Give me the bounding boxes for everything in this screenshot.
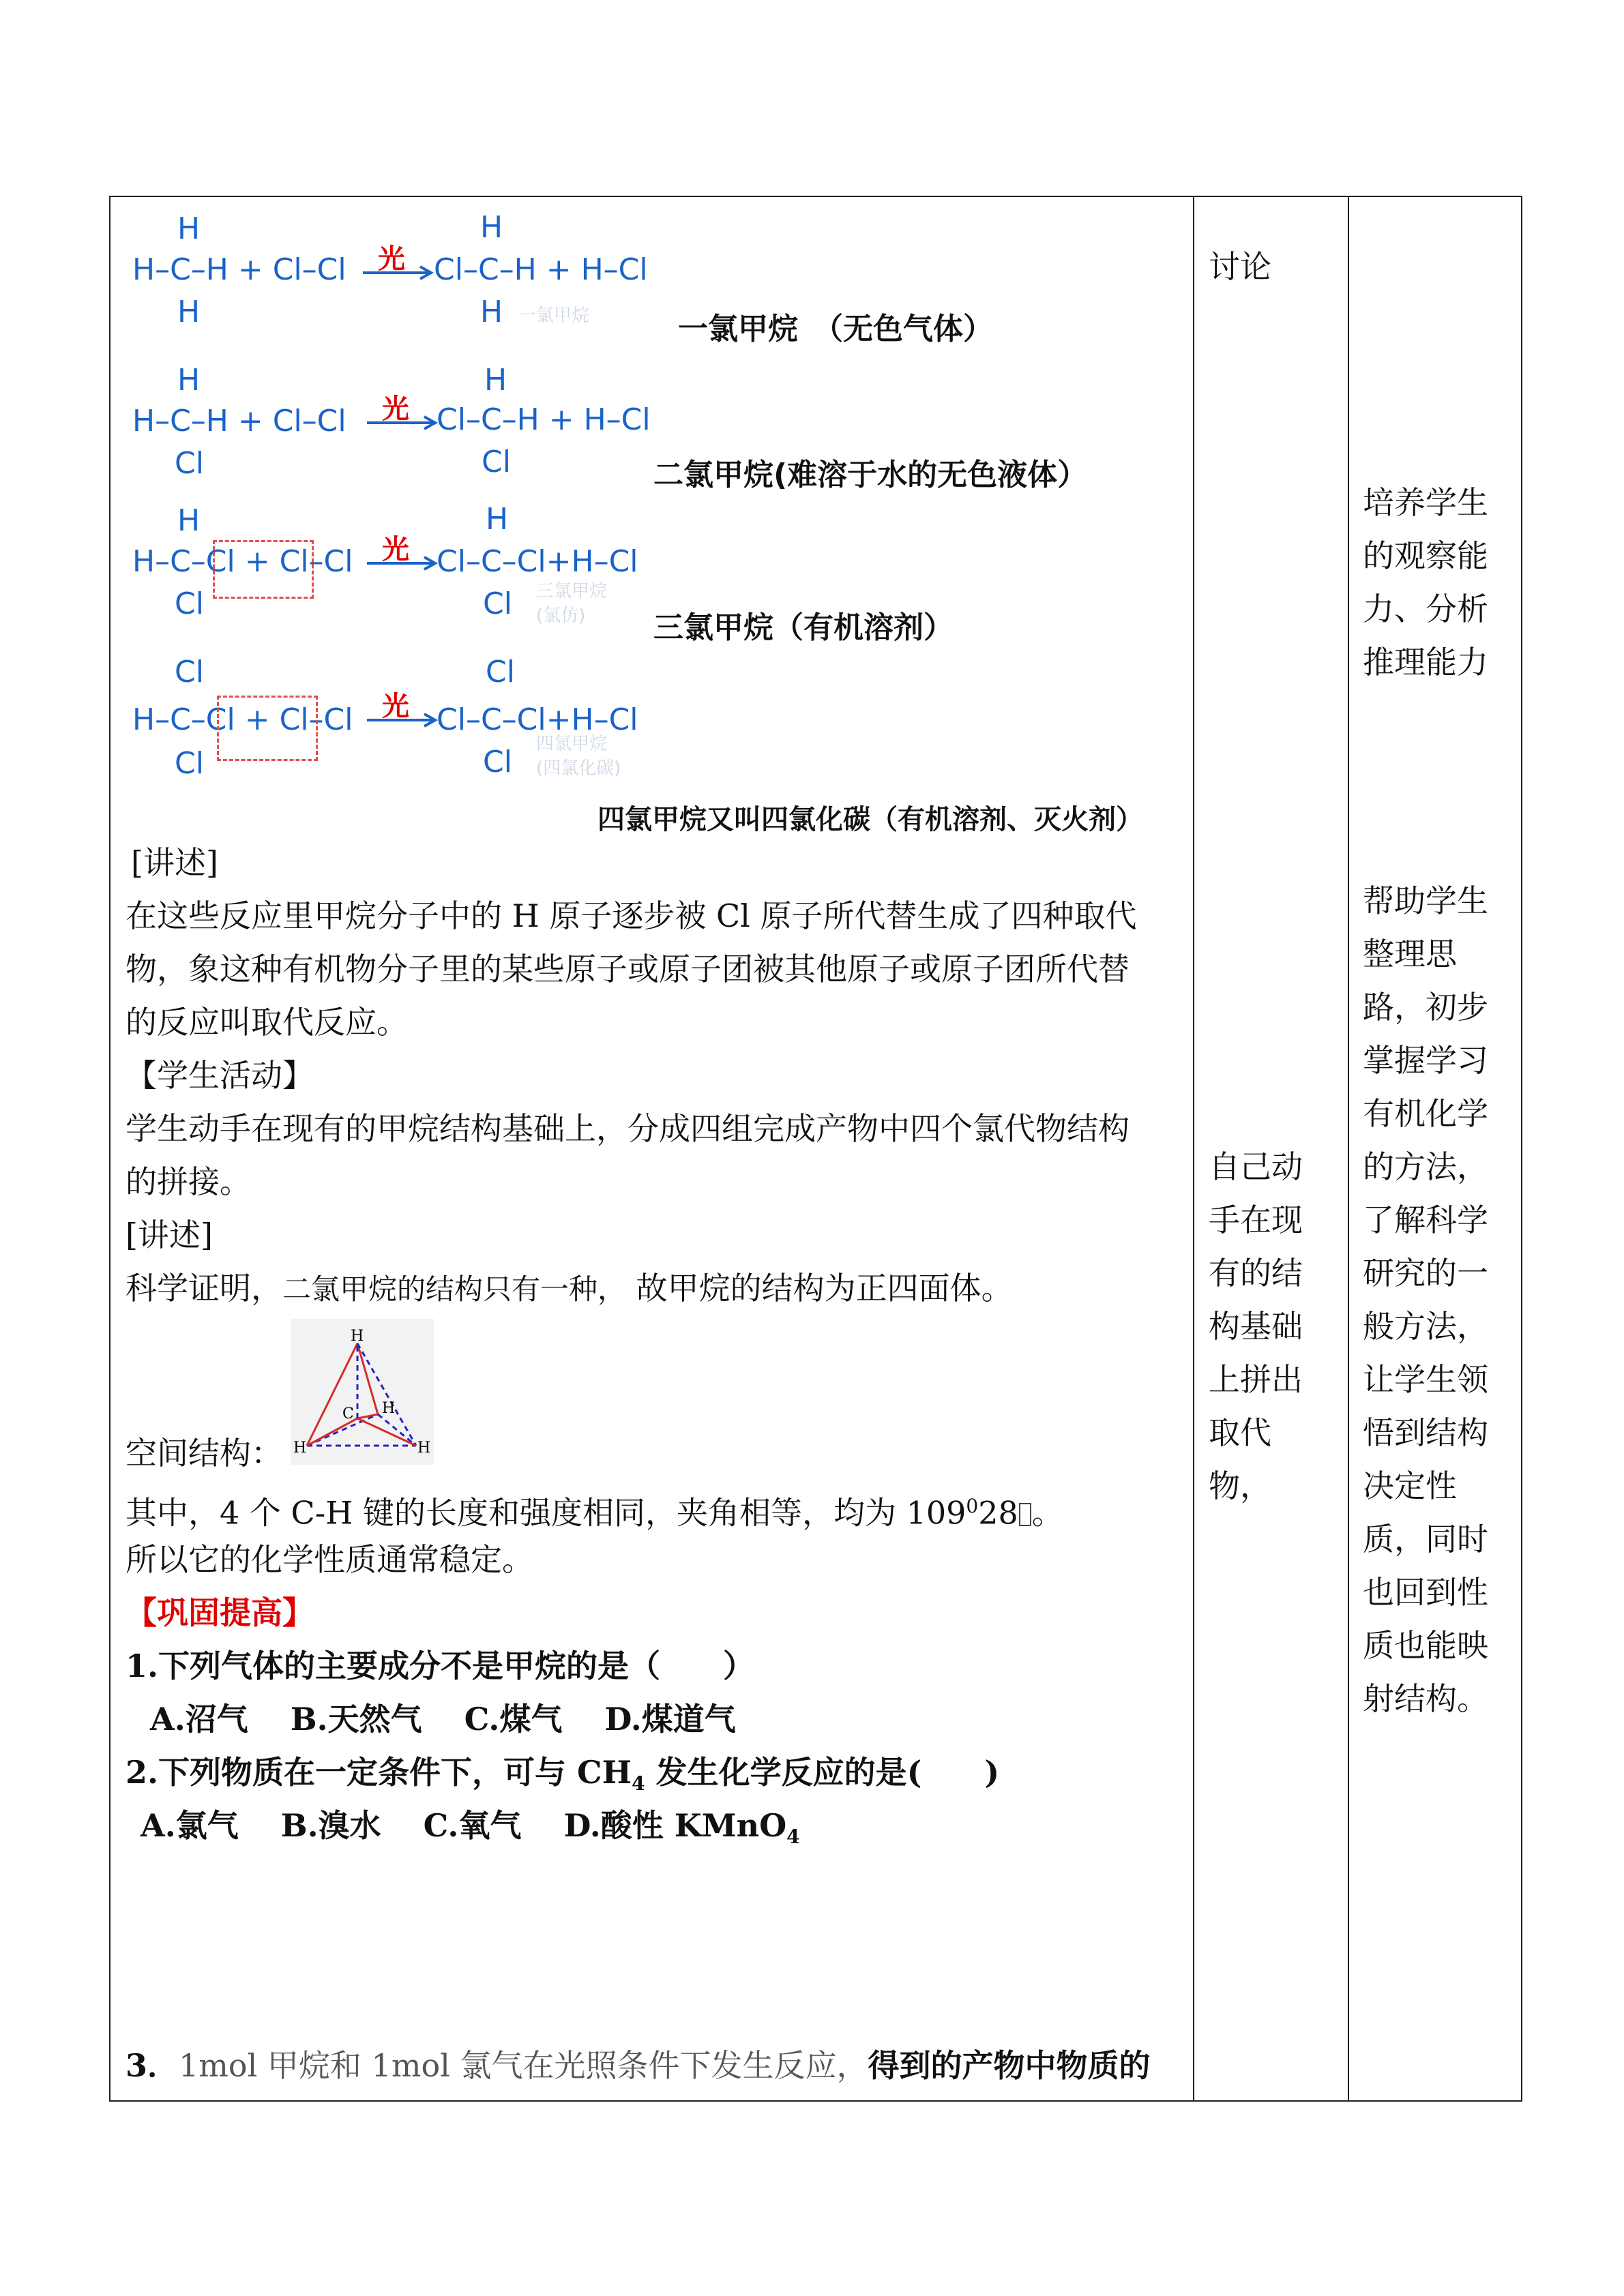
student-build-line: 有的结 (1209, 1255, 1303, 1292)
product-top-atom: H (480, 210, 503, 245)
tetra-atom-label: H (417, 1440, 431, 1457)
reaction-arrow (363, 265, 435, 281)
tetra-atom-label: C (342, 1405, 354, 1422)
bond-angle-minutes: 28 (978, 1494, 1018, 1532)
lecture-heading: [讲述] (126, 1217, 213, 1253)
tetra-atom-label: H (382, 1400, 396, 1417)
product-bottom-atom: Cl (483, 745, 512, 779)
intent-line: 有机化学 (1363, 1095, 1488, 1132)
reactant-top-atom: H (177, 211, 201, 246)
intent-line: 培养学生 (1363, 484, 1488, 521)
faint-product-alias: (氯仿) (536, 606, 586, 626)
product-equation: Cl–C–H + H–Cl (437, 402, 651, 437)
light-condition-label: 光 (382, 534, 409, 565)
scientific-proof-line (126, 1262, 1013, 1316)
lecture-paragraph-line: 在这些反应里甲烷分子中的 H 原子逐步被 Cl 原子所代替生成了四种取代 (126, 897, 1137, 934)
student-activity-heading: 【学生活动】 (126, 1057, 314, 1094)
intent-line: 推理能力 (1363, 644, 1488, 681)
intent-line: 也回到性 (1363, 1574, 1488, 1611)
reaction-caption: 四氯甲烷又叫四氯化碳（有机溶剂、灭火剂） (597, 804, 1143, 835)
faint-product-name: 一氯甲烷 (518, 305, 590, 326)
intent-line: 射结构。 (1363, 1680, 1488, 1717)
reaction-arrow (367, 712, 439, 728)
light-condition-label: 光 (382, 691, 409, 722)
proof-claim: 二氯甲烷的结构只有一种， (282, 1272, 627, 1306)
intent-line: 力、分析 (1363, 591, 1488, 627)
reactant-top-atom: H (177, 363, 201, 398)
bond-angle-text: 其中，4 个 C-H 键的长度和强度相同，夹角相等，均为 109 (126, 1494, 966, 1532)
tetra-atom-label: H (351, 1328, 364, 1345)
spatial-structure-label: 空间结构： (126, 1435, 282, 1472)
light-condition-label: 光 (382, 393, 409, 425)
bond-angle-period: 。 (1031, 1494, 1063, 1532)
reactant-top-atom: H (177, 503, 201, 538)
student-activity-line: 学生动手在现有的甲烷结构基础上，分成四组完成产物中四个氯代物结构 (126, 1110, 1130, 1147)
lecture-paragraph-line: 物，象这种有机物分子里的某些原子或原子团被其他原子或原子团所代替 (126, 951, 1130, 987)
intent-line: 让学生领 (1363, 1361, 1488, 1398)
intent-line: 了解科学 (1363, 1202, 1488, 1238)
intent-line: 研究的一 (1363, 1255, 1488, 1292)
reaction-caption: 一氯甲烷 （无色气体） (678, 312, 993, 346)
degree-superscript: 0 (966, 1495, 979, 1517)
intent-line: 的方法， (1363, 1148, 1488, 1185)
reaction-caption: 三氯甲烷（有机溶剂） (653, 610, 954, 645)
reactant-bottom-atom: Cl (175, 586, 204, 621)
intent-line: 整理思 (1363, 936, 1457, 972)
lecture-heading: [讲述] (131, 844, 218, 881)
reactant-bottom-atom: Cl (175, 446, 204, 481)
reactant-equation: H–C–Cl + Cl–Cl (132, 702, 353, 737)
faint-product-name: 三氯甲烷 (536, 581, 608, 601)
product-equation: Cl–C–H + H–Cl (434, 252, 648, 287)
question-2-options-text: A.氯气 B.溴水 C.氧气 D.酸性 KMnO (141, 1807, 787, 1844)
product-bottom-atom: H (480, 295, 503, 329)
product-bottom-atom: Cl (482, 445, 511, 479)
tetra-atom-label: H (293, 1440, 307, 1457)
substitution-highlight-box (217, 696, 318, 761)
student-build-line: 取代 (1209, 1414, 1271, 1451)
intent-line: 质，同时 (1363, 1521, 1488, 1557)
intent-line: 悟到结构 (1363, 1414, 1488, 1451)
intent-observation-text (1363, 476, 1488, 689)
student-build-line: 构基础 (1209, 1308, 1303, 1345)
intent-method-text (1363, 874, 1488, 1725)
question-3-text: 1mol 甲烷和 1mol 氯气在光照条件下发生反应， (179, 2047, 868, 2084)
question-2-text: 2.下列物质在一定条件下，可与 CH (126, 1754, 632, 1791)
bond-angle-line (126, 1480, 1063, 1539)
reactant-equation: H–C–H + Cl–Cl (132, 404, 346, 438)
substitution-highlight-box (213, 540, 314, 599)
proof-lead: 科学证明， (126, 1270, 282, 1307)
intent-line: 掌握学习 (1363, 1042, 1488, 1079)
proof-conclusion: 故甲烷的结构为正四面体。 (626, 1270, 1013, 1307)
product-equation: Cl–C–Cl+H–Cl (437, 544, 638, 579)
methane-subscript: 4 (632, 1772, 645, 1795)
question-1: 1.下列气体的主要成分不是甲烷的是（ ） (126, 1648, 755, 1684)
question-3-number: 3． (126, 2047, 179, 2084)
reaction-caption: 二氯甲烷(难溶于水的无色液体） (653, 458, 1088, 492)
light-condition-label: 光 (378, 243, 405, 275)
student-discussion-label: 讨论 (1209, 248, 1271, 285)
question-3-text-end: 得到的产物中物质的 (868, 2047, 1151, 2084)
faint-product-name: 四氯甲烷 (536, 734, 608, 754)
intent-line: 般方法， (1363, 1308, 1488, 1345)
intent-line: 的观察能 (1363, 537, 1488, 574)
lecture-paragraph-line: 的反应叫取代反应。 (126, 1004, 408, 1041)
student-build-text (1209, 1140, 1303, 1512)
student-build-line: 物， (1209, 1467, 1271, 1504)
intent-line: 决定性 (1363, 1467, 1457, 1504)
question-1-options: A.沼气 B.天然气 C.煤气 D.煤道气 (150, 1701, 736, 1738)
product-top-atom: Cl (486, 655, 515, 689)
reactant-top-atom: Cl (175, 655, 204, 689)
student-build-line: 上拼出 (1209, 1361, 1303, 1398)
column-divider-2 (1348, 196, 1349, 2100)
exercise-heading: 【巩固提高】 (126, 1594, 314, 1631)
product-equation: Cl–C–Cl+H–Cl (437, 702, 638, 737)
question-2-text-end: 发生化学反应的是( ) (645, 1754, 1000, 1791)
product-top-atom: H (484, 363, 507, 398)
methane-tetrahedron-diagram (291, 1319, 434, 1465)
reactant-equation: H–C–H + Cl–Cl (132, 252, 346, 287)
intent-line: 路，初步 (1363, 989, 1488, 1026)
permanganate-subscript: 4 (786, 1825, 800, 1849)
reactant-bottom-atom: H (177, 295, 201, 329)
question-3 (126, 2039, 1150, 2092)
reactant-equation: H–C–Cl + Cl–Cl (132, 544, 353, 579)
reactant-bottom-atom: Cl (175, 746, 204, 781)
intent-line: 帮助学生 (1363, 882, 1488, 919)
column-divider-1 (1193, 196, 1194, 2100)
student-activity-line: 的拼接。 (126, 1163, 251, 1200)
product-top-atom: H (486, 502, 509, 537)
question-2-options (141, 1799, 800, 1864)
intent-line: 质也能映 (1363, 1627, 1488, 1664)
student-build-line: 自己动 (1209, 1148, 1303, 1185)
stability-line: 所以它的化学性质通常稳定。 (126, 1541, 533, 1578)
faint-product-alias: (四氯化碳) (536, 758, 621, 779)
minute-mark-box (1019, 1503, 1031, 1526)
reaction-arrow (367, 415, 439, 431)
product-bottom-atom: Cl (483, 586, 512, 621)
reaction-arrow (367, 555, 439, 571)
student-build-line: 手在现 (1209, 1202, 1303, 1238)
